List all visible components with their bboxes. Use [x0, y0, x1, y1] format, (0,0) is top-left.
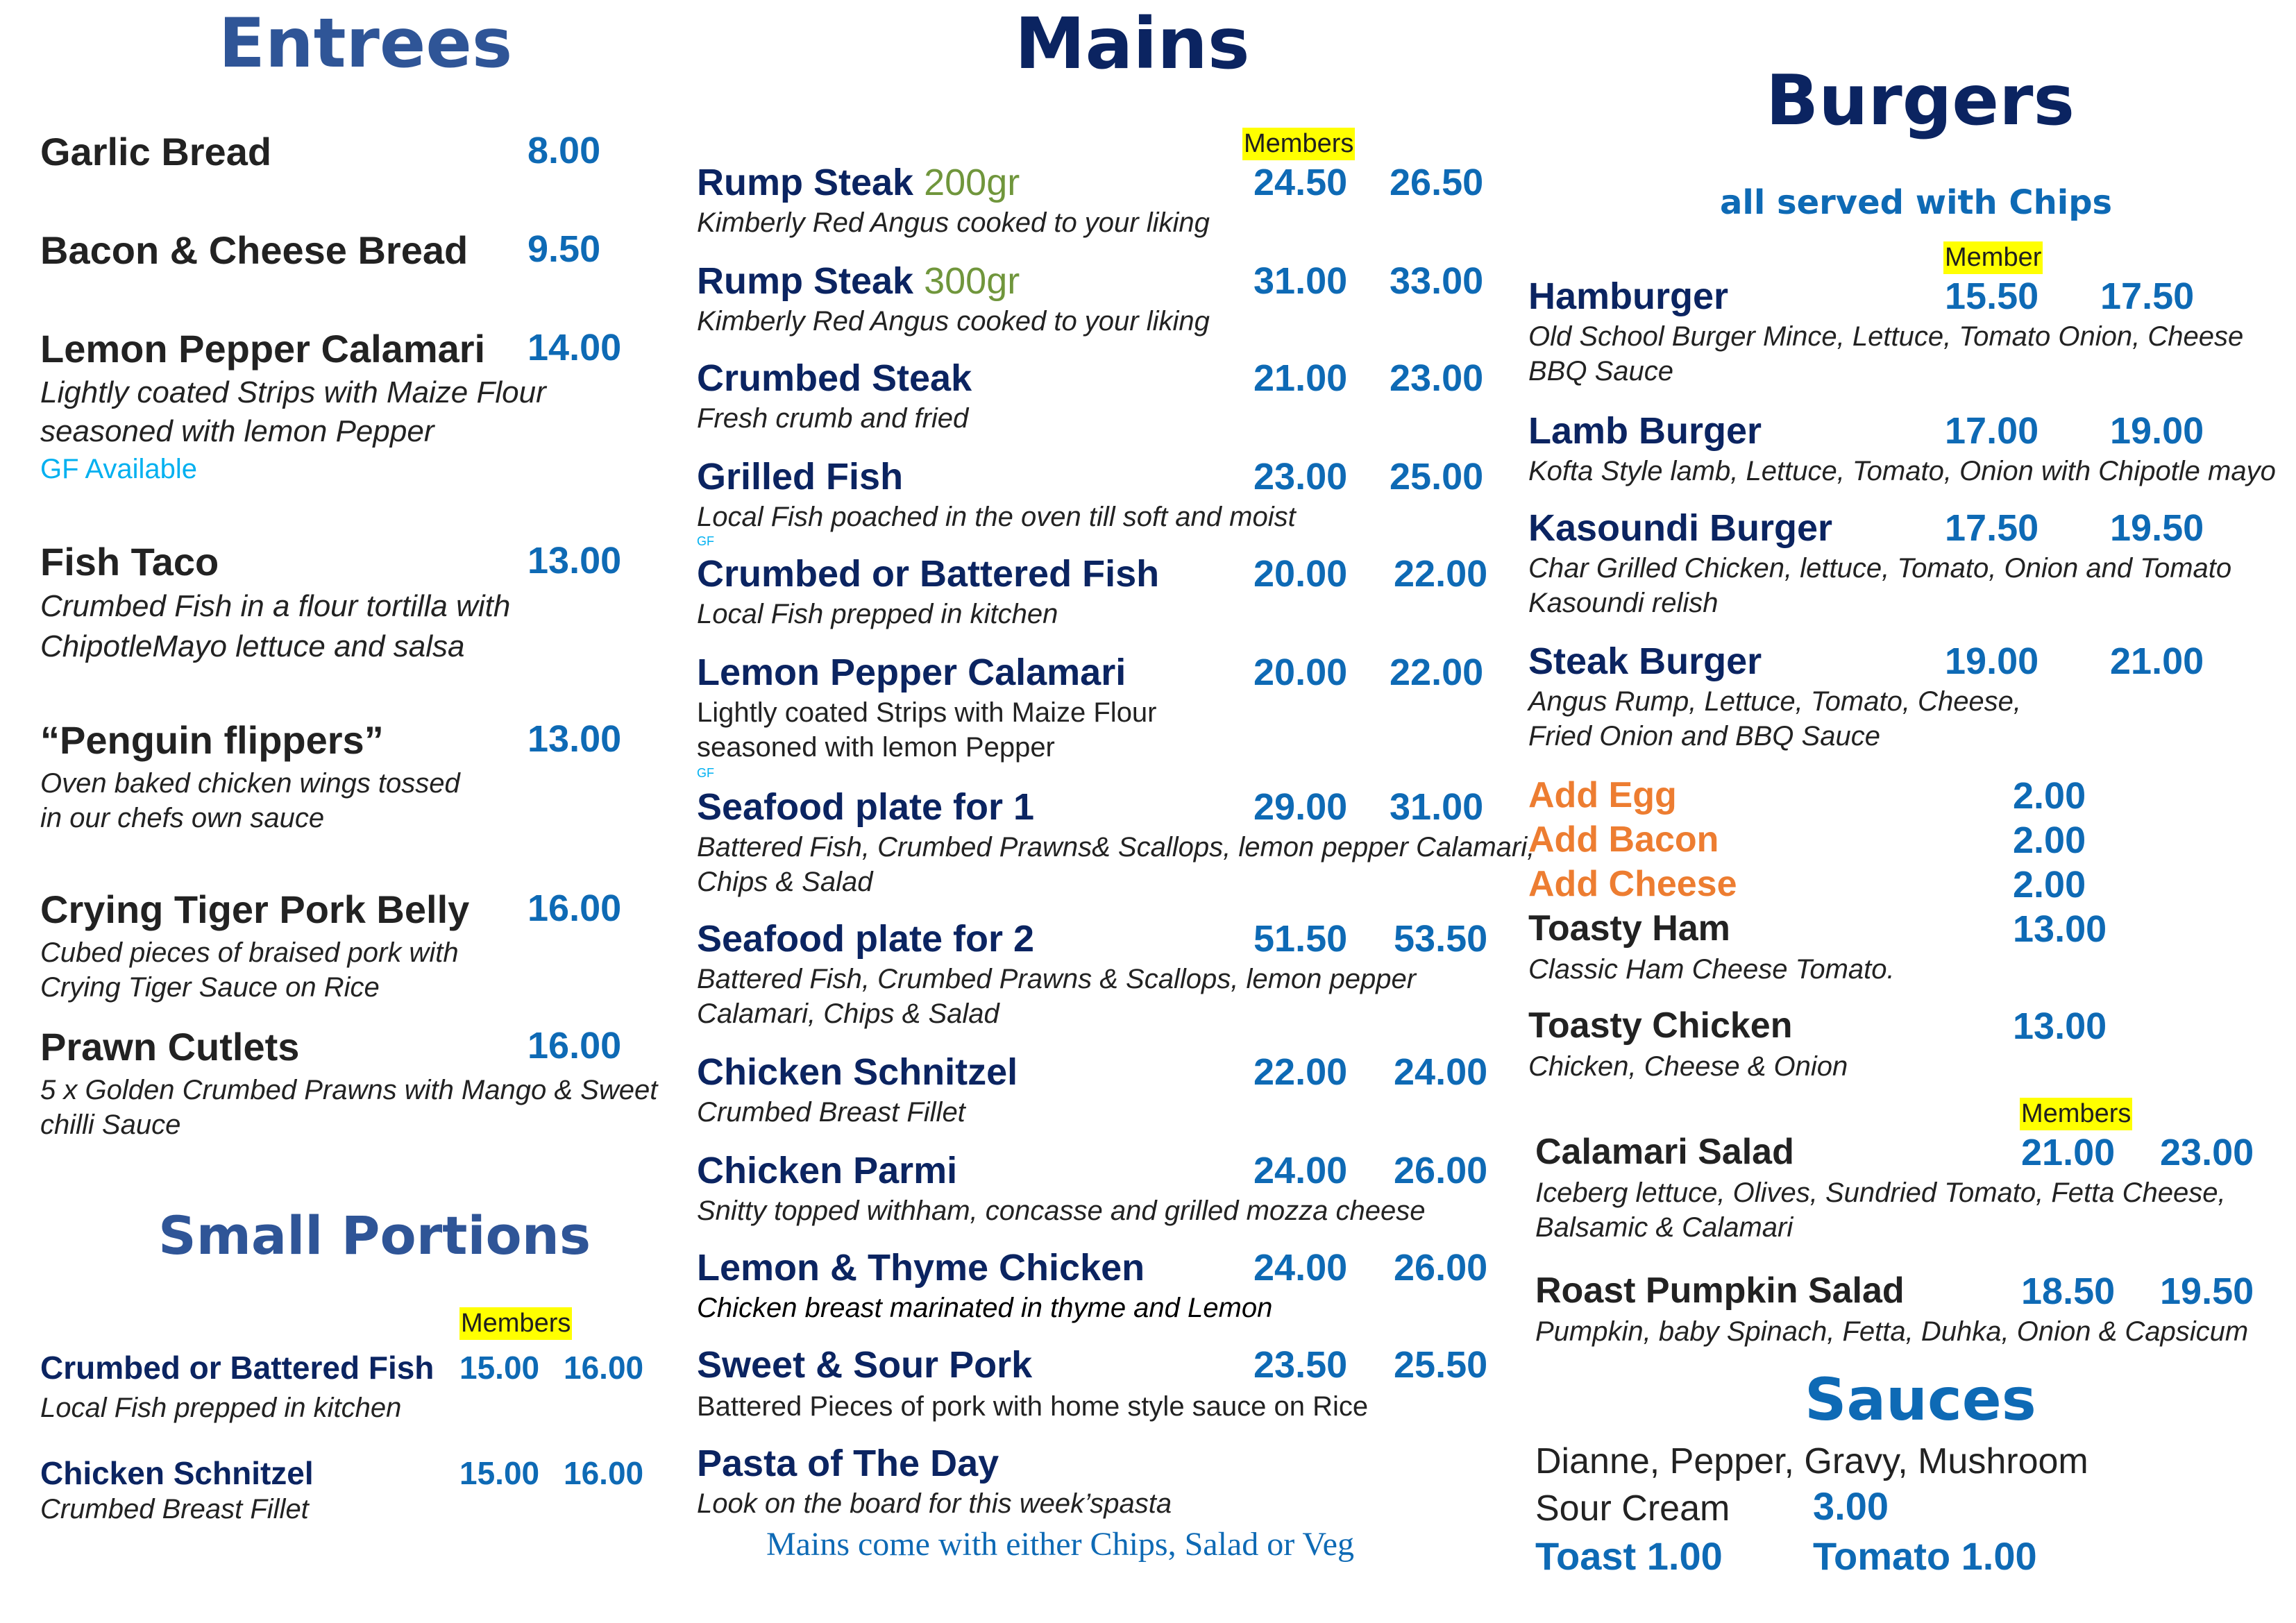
main-price: 23.00 [1253, 456, 1348, 498]
toasty-name: Toasty Ham [1528, 908, 1730, 949]
small-portion-desc: Local Fish prepped in kitchen [40, 1393, 402, 1423]
main-desc: seasoned with lemon Pepper [697, 732, 1055, 763]
entree-desc: ChipotleMayo lettuce and salsa [40, 629, 465, 663]
gf-tag: GF [697, 766, 714, 780]
main-price: 23.50 [1253, 1344, 1348, 1386]
sour-cream-price: 3.00 [1813, 1484, 1889, 1528]
small-portion-member-price: 16.00 [564, 1350, 644, 1386]
burgers-heading: Burgers [1766, 60, 2075, 141]
burger-member-price: 17.50 [2100, 275, 2195, 317]
main-price: 51.50 [1253, 918, 1348, 960]
main-member-price: 26.00 [1394, 1247, 1488, 1289]
small-portion-member-price: 16.00 [564, 1455, 644, 1491]
entree-price: 16.00 [527, 1025, 622, 1067]
main-price: 31.00 [1253, 260, 1348, 302]
burger-desc: Old School Burger Mince, Lettuce, Tomato Onion, Cheese [1528, 321, 2244, 352]
burger-desc: Fried Onion and BBQ Sauce [1528, 721, 1880, 751]
entree-desc: Crumbed Fish in a flour tortilla with [40, 589, 511, 623]
small-portion-desc: Crumbed Breast Fillet [40, 1494, 309, 1524]
main-desc: Kimberly Red Angus cooked to your liking [697, 207, 1210, 238]
main-name: Rump Steak 300gr [697, 260, 1020, 302]
gf-available-note: GF Available [40, 454, 198, 484]
salad-desc: Pumpkin, baby Spinach, Fetta, Duhka, Onion & Capsicum [1535, 1316, 2249, 1347]
burger-desc: BBQ Sauce [1528, 356, 1674, 386]
main-name: Pasta of The Day [697, 1443, 999, 1484]
main-name: Lemon Pepper Calamari [697, 652, 1126, 693]
small-portions-heading: Small Portions [158, 1205, 591, 1266]
main-price: 21.00 [1253, 357, 1348, 399]
entree-name: Lemon Pepper Calamari [40, 327, 486, 371]
sauces-list: Dianne, Pepper, Gravy, Mushroom [1535, 1441, 2088, 1481]
entree-price: 9.50 [527, 228, 601, 270]
addon-name: Add Bacon [1528, 819, 1719, 860]
main-desc: Look on the board for this week’spasta [697, 1488, 1172, 1519]
members-badge: Members [459, 1307, 572, 1340]
addon-price: 2.00 [2013, 819, 2086, 861]
burger-member-price: 19.00 [2110, 410, 2204, 452]
burger-price: 17.50 [1945, 507, 2039, 549]
entree-name: Crying Tiger Pork Belly [40, 887, 470, 931]
entree-price: 14.00 [527, 327, 622, 368]
salad-name: Roast Pumpkin Salad [1535, 1271, 1905, 1311]
main-desc: Snitty topped withham, concasse and grilled mozza cheese [697, 1196, 1426, 1226]
entree-desc: 5 x Golden Crumbed Prawns with Mango & Sweet [40, 1075, 658, 1105]
entree-desc: in our chefs own sauce [40, 803, 325, 833]
entree-name: Bacon & Cheese Bread [40, 228, 469, 272]
addon-price: 2.00 [2013, 775, 2086, 817]
main-member-price: 22.00 [1390, 652, 1484, 693]
main-price: 24.00 [1253, 1247, 1348, 1289]
addon-name: Add Cheese [1528, 864, 1737, 904]
main-weight: 200gr [924, 162, 1020, 203]
main-name: Seafood plate for 2 [697, 918, 1035, 960]
main-name: Grilled Fish [697, 456, 904, 498]
main-price: 20.00 [1253, 553, 1348, 595]
toasty-price: 13.00 [2013, 908, 2107, 950]
gf-tag: GF [697, 534, 714, 548]
burger-price: 17.00 [1945, 410, 2039, 452]
entree-price: 16.00 [527, 887, 622, 929]
burger-name: Lamb Burger [1528, 410, 1762, 452]
main-price: 24.00 [1253, 1150, 1348, 1191]
addon-price: 2.00 [2013, 864, 2086, 906]
entree-desc: Crying Tiger Sauce on Rice [40, 972, 380, 1003]
main-name: Lemon & Thyme Chicken [697, 1247, 1145, 1289]
small-portion-price: 15.00 [459, 1350, 540, 1386]
main-desc: Kimberly Red Angus cooked to your liking [697, 306, 1210, 337]
toasty-price: 13.00 [2013, 1005, 2107, 1047]
entree-desc: Cubed pieces of braised pork with [40, 937, 459, 968]
main-name: Rump Steak 200gr [697, 162, 1020, 203]
burger-name: Hamburger [1528, 275, 1729, 317]
main-desc: Battered Fish, Crumbed Prawns & Scallops, lemon pepper [697, 964, 1417, 994]
main-member-price: 24.00 [1394, 1051, 1488, 1093]
sour-cream-label: Sour Cream [1535, 1488, 1730, 1529]
burger-name: Kasoundi Burger [1528, 507, 1833, 549]
tomato-price: Tomato 1.00 [1813, 1534, 2037, 1578]
main-name: Chicken Schnitzel [697, 1051, 1018, 1093]
main-desc: Battered Pieces of pork with home style sauce on Rice [697, 1391, 1369, 1422]
main-desc: Battered Fish, Crumbed Prawns& Scallops, lemon pepper Calamari, [697, 832, 1535, 863]
main-price: 29.00 [1253, 786, 1348, 828]
main-desc: Chips & Salad [697, 867, 873, 897]
entree-name: Garlic Bread [40, 130, 272, 173]
main-price: 20.00 [1253, 652, 1348, 693]
main-name: Seafood plate for 1 [697, 786, 1035, 828]
burger-member-price: 19.50 [2110, 507, 2204, 549]
salad-desc: Iceberg lettuce, Olives, Sundried Tomato, Fetta Cheese, [1535, 1178, 2226, 1208]
main-desc: Local Fish prepped in kitchen [697, 599, 1058, 629]
main-member-price: 25.00 [1390, 456, 1484, 498]
main-member-price: 31.00 [1390, 786, 1484, 828]
main-name: Chicken Parmi [697, 1150, 958, 1191]
entree-desc: seasoned with lemon Pepper [40, 414, 434, 448]
main-name: Sweet & Sour Pork [697, 1344, 1033, 1386]
entrees-heading: Entrees [219, 4, 513, 83]
toasty-desc: Classic Ham Cheese Tomato. [1528, 954, 1895, 985]
main-desc: Crumbed Breast Fillet [697, 1097, 965, 1128]
entree-name: Fish Taco [40, 540, 219, 584]
main-weight: 300gr [924, 260, 1020, 302]
main-desc: Calamari, Chips & Salad [697, 999, 999, 1029]
main-member-price: 26.50 [1390, 162, 1484, 203]
small-portion-name: Chicken Schnitzel [40, 1455, 314, 1491]
addon-name: Add Egg [1528, 775, 1677, 815]
small-portion-name: Crumbed or Battered Fish [40, 1350, 434, 1386]
burger-desc: Char Grilled Chicken, lettuce, Tomato, Onion and Tomato [1528, 553, 2232, 584]
main-name: Crumbed or Battered Fish [697, 553, 1160, 595]
main-desc: Fresh crumb and fried [697, 403, 969, 434]
toasty-name: Toasty Chicken [1528, 1005, 1793, 1046]
main-member-price: 22.00 [1394, 553, 1488, 595]
entree-name: “Penguin flippers” [40, 718, 384, 762]
burger-desc: Kofta Style lamb, Lettuce, Tomato, Onion with Chipotle mayo [1528, 456, 2276, 486]
salad-member-price: 23.00 [2160, 1132, 2254, 1173]
main-name: Crumbed Steak [697, 357, 972, 399]
main-desc: Local Fish poached in the oven till soft and moist [697, 502, 1296, 532]
burger-desc: Angus Rump, Lettuce, Tomato, Cheese, [1528, 686, 2022, 717]
member-badge: Member [1943, 241, 2043, 274]
burger-name: Steak Burger [1528, 640, 1762, 682]
salad-price: 21.00 [2021, 1132, 2116, 1173]
sauces-heading: Sauces [1805, 1366, 2036, 1434]
salad-name: Calamari Salad [1535, 1132, 1794, 1172]
entree-price: 8.00 [527, 130, 601, 171]
entree-desc: Lightly coated Strips with Maize Flour [40, 375, 546, 409]
entree-name: Prawn Cutlets [40, 1025, 300, 1069]
salad-desc: Balsamic & Calamari [1535, 1212, 1793, 1243]
members-badge: Members [2020, 1098, 2132, 1130]
entree-price: 13.00 [527, 718, 622, 760]
burger-price: 15.50 [1945, 275, 2039, 317]
entree-desc: Oven baked chicken wings tossed [40, 768, 460, 799]
main-member-price: 25.50 [1394, 1344, 1488, 1386]
salad-member-price: 19.50 [2160, 1271, 2254, 1312]
small-portion-price: 15.00 [459, 1455, 540, 1491]
main-price: 24.50 [1253, 162, 1348, 203]
burger-desc: Kasoundi relish [1528, 588, 1719, 618]
toasty-desc: Chicken, Cheese & Onion [1528, 1051, 1848, 1082]
salad-price: 18.50 [2021, 1271, 2116, 1312]
main-desc: Chicken breast marinated in thyme and Lemon [697, 1293, 1273, 1323]
mains-footer-note: Mains come with either Chips, Salad or Veg [766, 1526, 1354, 1563]
main-member-price: 33.00 [1390, 260, 1484, 302]
entree-desc: chilli Sauce [40, 1110, 181, 1140]
mains-heading: Mains [1015, 3, 1250, 85]
main-price: 22.00 [1253, 1051, 1348, 1093]
toast-price: Toast 1.00 [1535, 1534, 1723, 1578]
main-member-price: 23.00 [1390, 357, 1484, 399]
main-desc: Lightly coated Strips with Maize Flour [697, 697, 1157, 728]
main-member-price: 53.50 [1394, 918, 1488, 960]
burger-member-price: 21.00 [2110, 640, 2204, 682]
members-badge: Members [1242, 128, 1355, 160]
burgers-subtitle: all served with Chips [1720, 183, 2113, 222]
main-member-price: 26.00 [1394, 1150, 1488, 1191]
entree-price: 13.00 [527, 540, 622, 581]
burger-price: 19.00 [1945, 640, 2039, 682]
